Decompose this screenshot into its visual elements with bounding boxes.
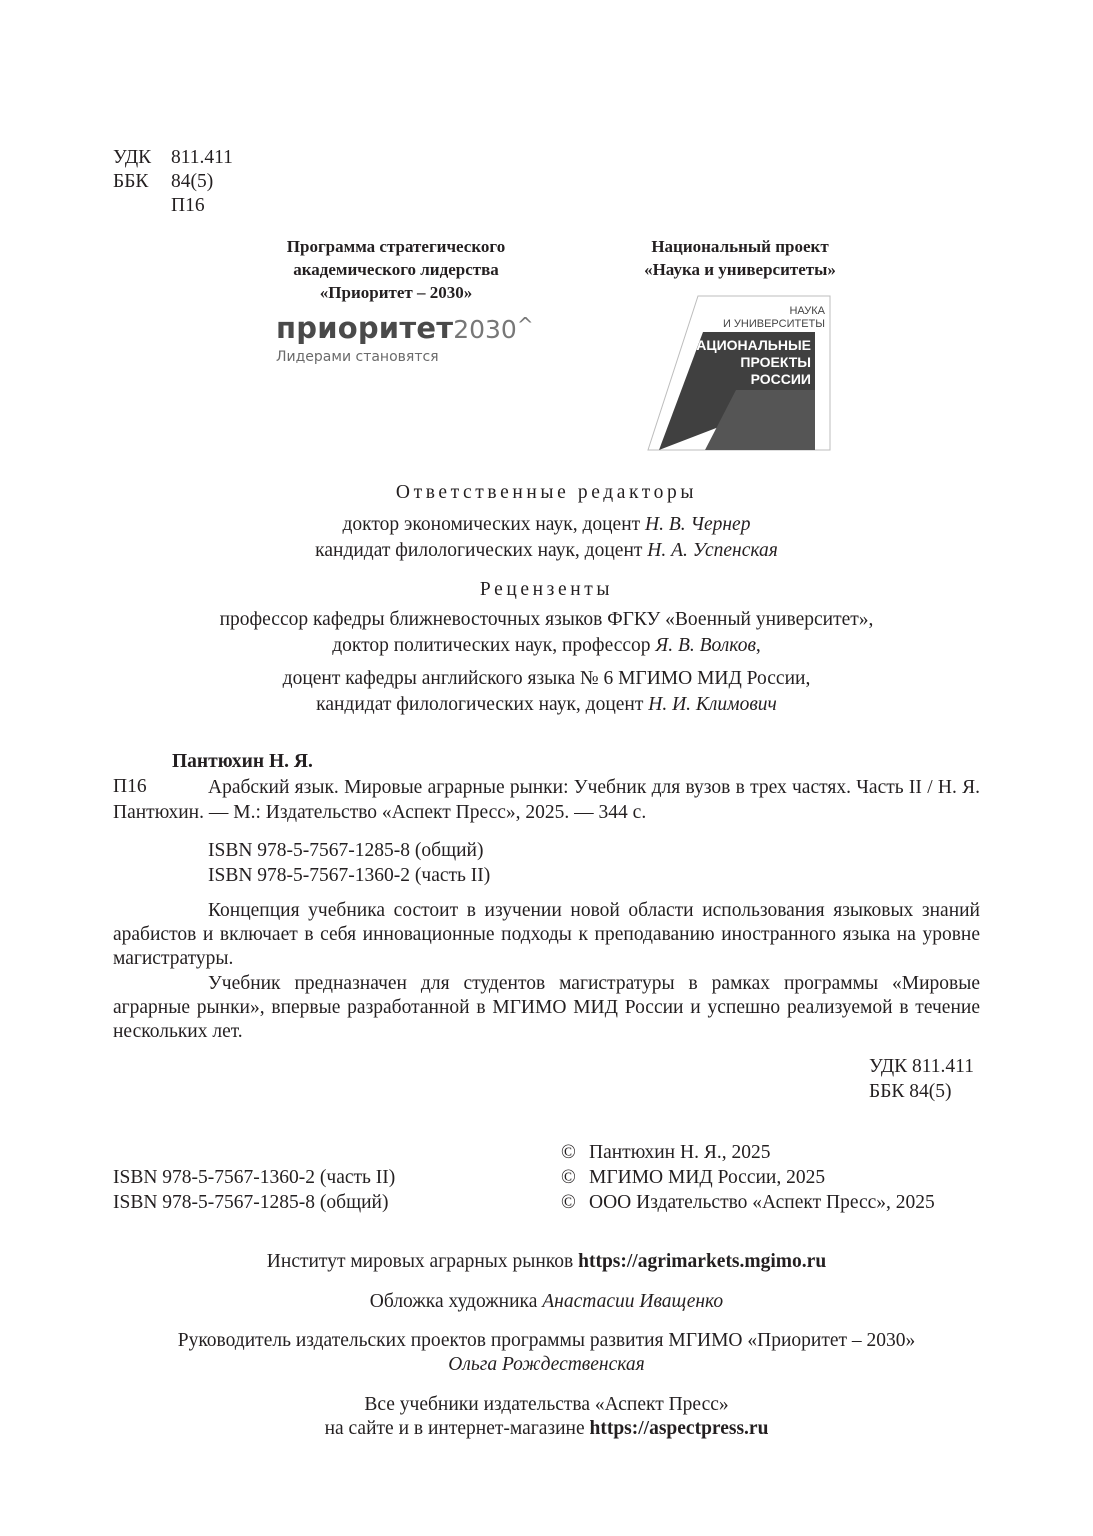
copyright-symbol: ©: [561, 1192, 576, 1213]
reviewer-name: Я. В. Волков: [655, 635, 756, 656]
copyright-item: © ООО Издательство «Аспект Пресс», 2025: [561, 1192, 935, 1213]
bbk-label: ББК: [113, 171, 149, 192]
book-udk: УДК 811.411: [869, 1056, 974, 1077]
udk-label: УДК: [113, 147, 152, 168]
book-description: Арабский язык. Мировые аграрные рынки: Учебник для вузов в трех частях. Часть II / Н. Я. Пантюхин. — М.: Издательство «Аспект Пресс», 2025. — 344 с.: [113, 777, 980, 823]
book-isbn: ISBN 978-5-7567-1360-2 (часть II): [208, 865, 491, 886]
logo-word: приоритет: [276, 311, 454, 345]
reviewer-line: доктор политических наук, профессор Я. В. Волков,: [332, 635, 761, 656]
reviewer-line: профессор кафедры ближневосточных языков ФГКУ «Военный университет»,: [219, 609, 874, 630]
logo-tagline: Лидерами становятся: [276, 349, 439, 365]
reviewer-line: доцент кафедры английского языка № 6 МГИМО МИД России,: [282, 668, 811, 689]
store-link[interactable]: https://aspectpress.ru: [589, 1418, 769, 1439]
institute-line: Институт мировых аграрных рынков https://agrimarkets.mgimo.ru: [266, 1251, 827, 1272]
footer-isbn-list: [113, 1165, 395, 1215]
footer-isbn: ISBN 978-5-7567-1285-8 (общий): [113, 1192, 389, 1213]
copyright-list: [561, 1140, 935, 1215]
manager-name: Ольга Рождественская: [448, 1354, 645, 1375]
book-abstract-1: Концепция учебника состоит в изучении новой области использования языковых знаний арабистов и включает в себя инновационные подходы к преподаванию иностранного языка на уровне магистратуры.: [113, 900, 980, 969]
logo-big-3: РОССИИ: [750, 371, 811, 387]
national-projects-emblem: [643, 294, 833, 452]
reviewers-block: [113, 577, 980, 718]
bbk-value: 84(5): [171, 171, 214, 192]
book-bbk: ББК 84(5): [869, 1081, 952, 1102]
logo-big-2: ПРОЕКТЫ: [740, 354, 811, 370]
logo-year: 2030: [453, 315, 517, 344]
cover-line: Обложка художника Анастасии Иващенко: [369, 1291, 724, 1312]
reviewers-heading: Рецензенты: [479, 579, 614, 600]
logo-caret: ^: [516, 313, 534, 337]
classification-codes: [113, 146, 233, 218]
reviewer-name: Н. И. Климович: [648, 694, 777, 715]
logo-small-1: НАУКА: [789, 305, 825, 317]
national-project-heading: Национальный проект «Наука и университеты»: [644, 237, 836, 279]
author-mark: П16: [171, 195, 205, 216]
priority-2030-logo: [276, 311, 534, 366]
book-codes: [869, 1054, 974, 1104]
udk-row: [113, 146, 233, 170]
logo-small-2: И УНИВЕРСИТЕТЫ: [722, 318, 825, 330]
footer-isbn: ISBN 978-5-7567-1360-2 (часть II): [113, 1167, 396, 1188]
institute-link[interactable]: https://agrimarkets.mgimo.ru: [578, 1251, 827, 1272]
bbk-row: [113, 170, 233, 194]
manager-line: Руководитель издательских проектов программы развития МГИМО «Приоритет – 2030»: [177, 1330, 916, 1351]
copyright-item: © МГИМО МИД России, 2025: [561, 1167, 826, 1188]
editors-block: [113, 480, 980, 564]
logo-big-1: НАЦИОНАЛЬНЫЕ: [686, 337, 811, 353]
book-author: Пантюхин Н. Я.: [172, 751, 313, 772]
editor-line: доктор экономических наук, доцент Н. В. Чернер: [342, 514, 751, 535]
author-mark-row: [113, 194, 233, 218]
national-projects-logo: [643, 294, 833, 452]
copyright-symbol: ©: [561, 1167, 576, 1188]
book-abstract-2: Учебник предназначен для студентов магистратуры в рамках программы «Мировые аграрные рынки», впервые разработанной в МГИМО МИД России и успешно реализуемой в течение нескольких лет.: [113, 973, 980, 1042]
copyright-item: © Пантюхин Н. Я., 2025: [561, 1142, 771, 1163]
book-mark: П16: [113, 776, 147, 797]
editor-name: Н. В. Чернер: [645, 514, 751, 535]
reviewer-line: кандидат филологических наук, доцент Н. И. Климович: [316, 694, 777, 715]
book-isbn-list: [208, 838, 490, 888]
store-line-1: Все учебники издательства «Аспект Пресс»: [364, 1394, 729, 1415]
cover-artist: Анастасии Иващенко: [542, 1291, 724, 1312]
editor-name: Н. А. Успенская: [647, 540, 778, 561]
udk-value: 811.411: [171, 147, 233, 168]
book-isbn: ISBN 978-5-7567-1285-8 (общий): [208, 840, 484, 861]
editor-line: кандидат филологических наук, доцент Н. А. Успенская: [315, 540, 778, 561]
copyright-symbol: ©: [561, 1142, 576, 1163]
editors-heading: Ответственные редакторы: [395, 482, 698, 503]
program-heading: Программа стратегического академического лидерства «Приоритет – 2030»: [286, 237, 506, 302]
store-line-2: на сайте и в интернет-магазине https://aspectpress.ru: [324, 1418, 769, 1439]
